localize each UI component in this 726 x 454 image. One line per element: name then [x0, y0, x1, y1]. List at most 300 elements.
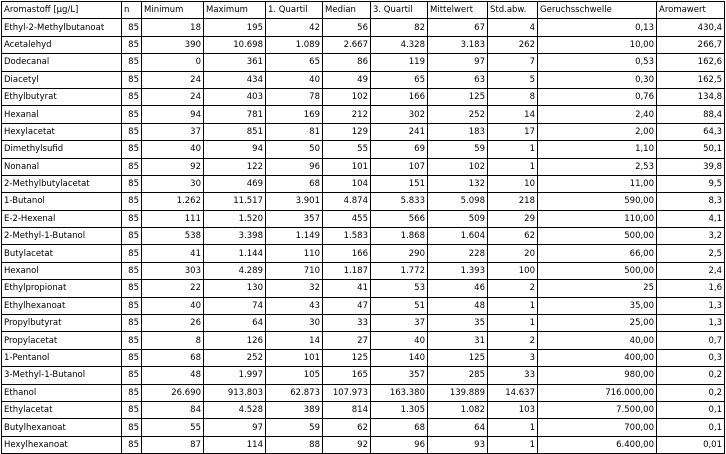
cell-maximum: 851	[204, 123, 266, 140]
cell-geruchsschwelle: 7.500,00	[538, 401, 657, 418]
cell-quartil-1: 40	[266, 71, 323, 88]
cell-minimum: 0	[142, 54, 204, 71]
cell-minimum: 84	[142, 401, 204, 418]
table-row	[2, 280, 725, 297]
cell-geruchsschwelle: 6.400,00	[538, 436, 657, 453]
cell-geruchsschwelle: 500,00	[538, 262, 657, 279]
cell-minimum: 1.262	[142, 193, 204, 210]
cell-quartil-1: 1.149	[266, 228, 323, 245]
cell-aromastoff: 2-Methyl-1-Butanol	[2, 228, 122, 245]
cell-geruchsschwelle: 0,53	[538, 54, 657, 71]
header-minimum: Minimum	[142, 2, 204, 19]
cell-maximum: 252	[204, 349, 266, 366]
cell-aromawert: 2,4	[657, 262, 725, 279]
cell-stdabw: 4	[488, 19, 538, 36]
cell-aromastoff: Propylacetat	[2, 332, 122, 349]
cell-aromastoff: Ethylpropionat	[2, 280, 122, 297]
cell-aromawert: 0,2	[657, 384, 725, 401]
cell-n: 85	[122, 367, 142, 384]
cell-mittelwert: 125	[428, 88, 488, 105]
cell-quartil-3: 151	[371, 175, 428, 192]
cell-aromawert: 0,7	[657, 332, 725, 349]
cell-quartil-3: 96	[371, 436, 428, 453]
cell-minimum: 94	[142, 106, 204, 123]
cell-stdabw: 100	[488, 262, 538, 279]
table-row	[2, 54, 725, 71]
cell-maximum: 97	[204, 419, 266, 436]
cell-median: 41	[323, 280, 371, 297]
cell-aromawert: 8,3	[657, 193, 725, 210]
cell-n: 85	[122, 36, 142, 53]
cell-stdabw: 103	[488, 401, 538, 418]
cell-minimum: 538	[142, 228, 204, 245]
cell-geruchsschwelle: 25	[538, 280, 657, 297]
cell-n: 85	[122, 384, 142, 401]
cell-aromastoff: Ethylbutyrat	[2, 88, 122, 105]
cell-mittelwert: 125	[428, 349, 488, 366]
cell-quartil-3: 68	[371, 419, 428, 436]
cell-median: 33	[323, 315, 371, 332]
cell-minimum: 390	[142, 36, 204, 53]
cell-n: 85	[122, 315, 142, 332]
cell-n: 85	[122, 19, 142, 36]
cell-quartil-3: 166	[371, 88, 428, 105]
header-median: Median	[323, 2, 371, 19]
table-row	[2, 419, 725, 436]
cell-stdabw: 1	[488, 315, 538, 332]
cell-quartil-3: 1.772	[371, 262, 428, 279]
cell-stdabw: 17	[488, 123, 538, 140]
cell-mittelwert: 48	[428, 297, 488, 314]
cell-mittelwert: 31	[428, 332, 488, 349]
cell-aromastoff: 2-Methylbutylacetat	[2, 175, 122, 192]
cell-stdabw: 1	[488, 419, 538, 436]
cell-quartil-1: 96	[266, 158, 323, 175]
cell-median: 27	[323, 332, 371, 349]
table-row	[2, 210, 725, 227]
cell-mittelwert: 64	[428, 419, 488, 436]
cell-n: 85	[122, 88, 142, 105]
cell-mittelwert: 1.604	[428, 228, 488, 245]
cell-median: 4.874	[323, 193, 371, 210]
header-aromastoff: Aromastoff [µg/L]	[2, 2, 122, 19]
cell-quartil-1: 78	[266, 88, 323, 105]
cell-n: 85	[122, 210, 142, 227]
cell-stdabw: 5	[488, 71, 538, 88]
table-row	[2, 175, 725, 192]
cell-aromawert: 9,5	[657, 175, 725, 192]
cell-quartil-1: 62.873	[266, 384, 323, 401]
cell-geruchsschwelle: 40,00	[538, 332, 657, 349]
cell-aromastoff: Butylhexanoat	[2, 419, 122, 436]
cell-median: 2.667	[323, 36, 371, 53]
cell-maximum: 94	[204, 141, 266, 158]
cell-maximum: 126	[204, 332, 266, 349]
cell-geruchsschwelle: 66,00	[538, 245, 657, 262]
cell-aromastoff: Ethanol	[2, 384, 122, 401]
cell-n: 85	[122, 245, 142, 262]
cell-maximum: 74	[204, 297, 266, 314]
cell-median: 102	[323, 88, 371, 105]
table-row	[2, 106, 725, 123]
cell-stdabw: 3	[488, 349, 538, 366]
header-maximum: Maximum	[204, 2, 266, 19]
cell-n: 85	[122, 280, 142, 297]
header-quartil-3: 3. Quartil	[371, 2, 428, 19]
cell-quartil-1: 1.089	[266, 36, 323, 53]
cell-maximum: 114	[204, 436, 266, 453]
cell-maximum: 1.144	[204, 245, 266, 262]
cell-quartil-1: 105	[266, 367, 323, 384]
cell-aromastoff: Hexanol	[2, 262, 122, 279]
cell-mittelwert: 63	[428, 71, 488, 88]
cell-maximum: 3.398	[204, 228, 266, 245]
cell-minimum: 30	[142, 175, 204, 192]
header-n: n	[122, 2, 142, 19]
cell-minimum: 111	[142, 210, 204, 227]
cell-median: 1.583	[323, 228, 371, 245]
cell-minimum: 41	[142, 245, 204, 262]
cell-aromastoff: Dodecanal	[2, 54, 122, 71]
cell-median: 62	[323, 419, 371, 436]
cell-geruchsschwelle: 25,00	[538, 315, 657, 332]
cell-median: 104	[323, 175, 371, 192]
cell-maximum: 469	[204, 175, 266, 192]
cell-minimum: 8	[142, 332, 204, 349]
table-row	[2, 401, 725, 418]
cell-maximum: 11.517	[204, 193, 266, 210]
cell-aromawert: 430,4	[657, 19, 725, 36]
cell-aromawert: 2,5	[657, 245, 725, 262]
cell-maximum: 781	[204, 106, 266, 123]
cell-mittelwert: 509	[428, 210, 488, 227]
table-row	[2, 141, 725, 158]
cell-quartil-1: 30	[266, 315, 323, 332]
cell-aromastoff: Ethyl-2-Methylbutanoat	[2, 19, 122, 36]
cell-mittelwert: 5.098	[428, 193, 488, 210]
cell-n: 85	[122, 141, 142, 158]
cell-geruchsschwelle: 10,00	[538, 36, 657, 53]
cell-quartil-3: 357	[371, 367, 428, 384]
cell-geruchsschwelle: 2,00	[538, 123, 657, 140]
cell-aromastoff: Propylbutyrat	[2, 315, 122, 332]
cell-quartil-1: 32	[266, 280, 323, 297]
table-row	[2, 123, 725, 140]
cell-median: 92	[323, 436, 371, 453]
cell-aromawert: 88,4	[657, 106, 725, 123]
header-quartil-1: 1. Quartil	[266, 2, 323, 19]
cell-n: 85	[122, 175, 142, 192]
header-aromawert: Aromawert	[657, 2, 725, 19]
cell-median: 56	[323, 19, 371, 36]
table-row	[2, 332, 725, 349]
cell-minimum: 26	[142, 315, 204, 332]
cell-quartil-3: 65	[371, 71, 428, 88]
table-row	[2, 88, 725, 105]
cell-mittelwert: 132	[428, 175, 488, 192]
cell-mittelwert: 59	[428, 141, 488, 158]
cell-n: 85	[122, 158, 142, 175]
cell-maximum: 4.528	[204, 401, 266, 418]
cell-mittelwert: 67	[428, 19, 488, 36]
cell-maximum: 434	[204, 71, 266, 88]
cell-quartil-3: 1.305	[371, 401, 428, 418]
cell-geruchsschwelle: 11,00	[538, 175, 657, 192]
cell-aromastoff: Ethylacetat	[2, 401, 122, 418]
cell-maximum: 64	[204, 315, 266, 332]
cell-aromawert: 50,1	[657, 141, 725, 158]
cell-geruchsschwelle: 2,53	[538, 158, 657, 175]
cell-median: 1.187	[323, 262, 371, 279]
cell-geruchsschwelle: 35,00	[538, 297, 657, 314]
cell-minimum: 55	[142, 419, 204, 436]
cell-median: 47	[323, 297, 371, 314]
cell-mittelwert: 102	[428, 158, 488, 175]
cell-stdabw: 62	[488, 228, 538, 245]
cell-quartil-1: 88	[266, 436, 323, 453]
cell-minimum: 40	[142, 297, 204, 314]
cell-mittelwert: 183	[428, 123, 488, 140]
cell-aromawert: 1,3	[657, 315, 725, 332]
cell-geruchsschwelle: 980,00	[538, 367, 657, 384]
cell-mittelwert: 46	[428, 280, 488, 297]
cell-quartil-1: 169	[266, 106, 323, 123]
cell-quartil-3: 53	[371, 280, 428, 297]
table-row	[2, 228, 725, 245]
table-row	[2, 297, 725, 314]
table-row	[2, 315, 725, 332]
cell-maximum: 130	[204, 280, 266, 297]
cell-aromawert: 3,2	[657, 228, 725, 245]
cell-n: 85	[122, 123, 142, 140]
cell-stdabw: 14	[488, 106, 538, 123]
cell-quartil-1: 81	[266, 123, 323, 140]
cell-quartil-3: 107	[371, 158, 428, 175]
cell-median: 166	[323, 245, 371, 262]
cell-aromawert: 1,6	[657, 280, 725, 297]
cell-quartil-3: 302	[371, 106, 428, 123]
cell-aromawert: 1,3	[657, 297, 725, 314]
cell-stdabw: 1	[488, 297, 538, 314]
cell-geruchsschwelle: 590,00	[538, 193, 657, 210]
table-row	[2, 262, 725, 279]
cell-quartil-1: 59	[266, 419, 323, 436]
cell-stdabw: 20	[488, 245, 538, 262]
cell-median: 165	[323, 367, 371, 384]
table-row	[2, 349, 725, 366]
cell-quartil-3: 82	[371, 19, 428, 36]
cell-stdabw: 1	[488, 141, 538, 158]
cell-n: 85	[122, 193, 142, 210]
cell-minimum: 68	[142, 349, 204, 366]
table-row	[2, 71, 725, 88]
cell-stdabw: 262	[488, 36, 538, 53]
table-row	[2, 384, 725, 401]
cell-geruchsschwelle: 110,00	[538, 210, 657, 227]
cell-geruchsschwelle: 0,30	[538, 71, 657, 88]
cell-n: 85	[122, 332, 142, 349]
cell-quartil-1: 357	[266, 210, 323, 227]
cell-stdabw: 7	[488, 54, 538, 71]
cell-aromawert: 4,1	[657, 210, 725, 227]
cell-minimum: 40	[142, 141, 204, 158]
cell-aromastoff: 1-Butanol	[2, 193, 122, 210]
cell-quartil-1: 710	[266, 262, 323, 279]
cell-quartil-1: 43	[266, 297, 323, 314]
cell-mittelwert: 97	[428, 54, 488, 71]
cell-median: 455	[323, 210, 371, 227]
cell-mittelwert: 139.889	[428, 384, 488, 401]
cell-mittelwert: 228	[428, 245, 488, 262]
cell-aromastoff: Hexylacetat	[2, 123, 122, 140]
table-row	[2, 193, 725, 210]
cell-mittelwert: 93	[428, 436, 488, 453]
cell-quartil-3: 51	[371, 297, 428, 314]
cell-aromastoff: 1-Pentanol	[2, 349, 122, 366]
cell-n: 85	[122, 436, 142, 453]
cell-geruchsschwelle: 0,13	[538, 19, 657, 36]
cell-maximum: 361	[204, 54, 266, 71]
cell-n: 85	[122, 401, 142, 418]
header-mittelwert: Mittelwert	[428, 2, 488, 19]
cell-aromastoff: Diacetyl	[2, 71, 122, 88]
cell-stdabw: 1	[488, 158, 538, 175]
cell-quartil-3: 163.380	[371, 384, 428, 401]
cell-quartil-3: 1.868	[371, 228, 428, 245]
cell-maximum: 4.289	[204, 262, 266, 279]
cell-mittelwert: 285	[428, 367, 488, 384]
cell-median: 814	[323, 401, 371, 418]
cell-quartil-1: 50	[266, 141, 323, 158]
cell-aromastoff: Nonanal	[2, 158, 122, 175]
cell-aromawert: 39,8	[657, 158, 725, 175]
cell-aromawert: 64,3	[657, 123, 725, 140]
cell-maximum: 10.698	[204, 36, 266, 53]
cell-quartil-1: 110	[266, 245, 323, 262]
cell-n: 85	[122, 349, 142, 366]
cell-aromawert: 162,6	[657, 54, 725, 71]
cell-geruchsschwelle: 716.000,00	[538, 384, 657, 401]
cell-quartil-3: 69	[371, 141, 428, 158]
cell-aromastoff: Ethylhexanoat	[2, 297, 122, 314]
cell-median: 101	[323, 158, 371, 175]
header-row	[2, 2, 725, 19]
cell-median: 49	[323, 71, 371, 88]
cell-aromastoff: E-2-Hexenal	[2, 210, 122, 227]
cell-stdabw: 1	[488, 436, 538, 453]
cell-stdabw: 218	[488, 193, 538, 210]
cell-median: 86	[323, 54, 371, 71]
cell-aromastoff: Butylacetat	[2, 245, 122, 262]
cell-stdabw: 8	[488, 88, 538, 105]
cell-quartil-3: 37	[371, 315, 428, 332]
table-row	[2, 19, 725, 36]
cell-minimum: 303	[142, 262, 204, 279]
cell-median: 212	[323, 106, 371, 123]
cell-n: 85	[122, 297, 142, 314]
cell-n: 85	[122, 106, 142, 123]
cell-aromastoff: Hexylhexanoat	[2, 436, 122, 453]
cell-geruchsschwelle: 2,40	[538, 106, 657, 123]
cell-aromawert: 0,2	[657, 367, 725, 384]
cell-stdabw: 2	[488, 280, 538, 297]
cell-quartil-1: 101	[266, 349, 323, 366]
cell-median: 129	[323, 123, 371, 140]
cell-mittelwert: 3.183	[428, 36, 488, 53]
header-stdabw: Std.abw.	[488, 2, 538, 19]
cell-aromawert: 266,7	[657, 36, 725, 53]
cell-geruchsschwelle: 700,00	[538, 419, 657, 436]
cell-mittelwert: 1.393	[428, 262, 488, 279]
cell-aromawert: 0,3	[657, 349, 725, 366]
cell-minimum: 22	[142, 280, 204, 297]
cell-minimum: 24	[142, 88, 204, 105]
table-row	[2, 245, 725, 262]
cell-minimum: 37	[142, 123, 204, 140]
cell-aromastoff: Acetalehyd	[2, 36, 122, 53]
cell-aromawert: 162,5	[657, 71, 725, 88]
header-geruchsschwelle: Geruchsschwelle	[538, 2, 657, 19]
table-row	[2, 36, 725, 53]
cell-quartil-3: 140	[371, 349, 428, 366]
cell-n: 85	[122, 419, 142, 436]
cell-aromastoff: 3-Methyl-1-Butanol	[2, 367, 122, 384]
cell-quartil-3: 40	[371, 332, 428, 349]
cell-quartil-1: 68	[266, 175, 323, 192]
cell-geruchsschwelle: 0,76	[538, 88, 657, 105]
cell-quartil-1: 42	[266, 19, 323, 36]
cell-minimum: 92	[142, 158, 204, 175]
cell-minimum: 24	[142, 71, 204, 88]
cell-maximum: 1.520	[204, 210, 266, 227]
cell-maximum: 913.803	[204, 384, 266, 401]
table-row	[2, 158, 725, 175]
cell-stdabw: 33	[488, 367, 538, 384]
cell-median: 125	[323, 349, 371, 366]
cell-maximum: 122	[204, 158, 266, 175]
cell-quartil-1: 3.901	[266, 193, 323, 210]
cell-aromawert: 134,8	[657, 88, 725, 105]
cell-aromawert: 0,01	[657, 436, 725, 453]
cell-quartil-3: 566	[371, 210, 428, 227]
cell-quartil-1: 389	[266, 401, 323, 418]
cell-mittelwert: 1.082	[428, 401, 488, 418]
table-row	[2, 436, 725, 453]
cell-n: 85	[122, 262, 142, 279]
cell-quartil-3: 290	[371, 245, 428, 262]
cell-maximum: 195	[204, 19, 266, 36]
cell-n: 85	[122, 71, 142, 88]
cell-maximum: 1.997	[204, 367, 266, 384]
cell-quartil-3: 4.328	[371, 36, 428, 53]
cell-median: 107.973	[323, 384, 371, 401]
cell-stdabw: 10	[488, 175, 538, 192]
cell-aromastoff: Dimethylsufid	[2, 141, 122, 158]
cell-geruchsschwelle: 400,00	[538, 349, 657, 366]
cell-quartil-1: 65	[266, 54, 323, 71]
cell-maximum: 403	[204, 88, 266, 105]
cell-median: 55	[323, 141, 371, 158]
cell-stdabw: 14.637	[488, 384, 538, 401]
cell-stdabw: 29	[488, 210, 538, 227]
cell-aromastoff: Hexanal	[2, 106, 122, 123]
cell-minimum: 87	[142, 436, 204, 453]
cell-aromawert: 0,1	[657, 419, 725, 436]
aroma-table	[1, 1, 725, 454]
cell-mittelwert: 252	[428, 106, 488, 123]
cell-quartil-1: 14	[266, 332, 323, 349]
cell-quartil-3: 119	[371, 54, 428, 71]
